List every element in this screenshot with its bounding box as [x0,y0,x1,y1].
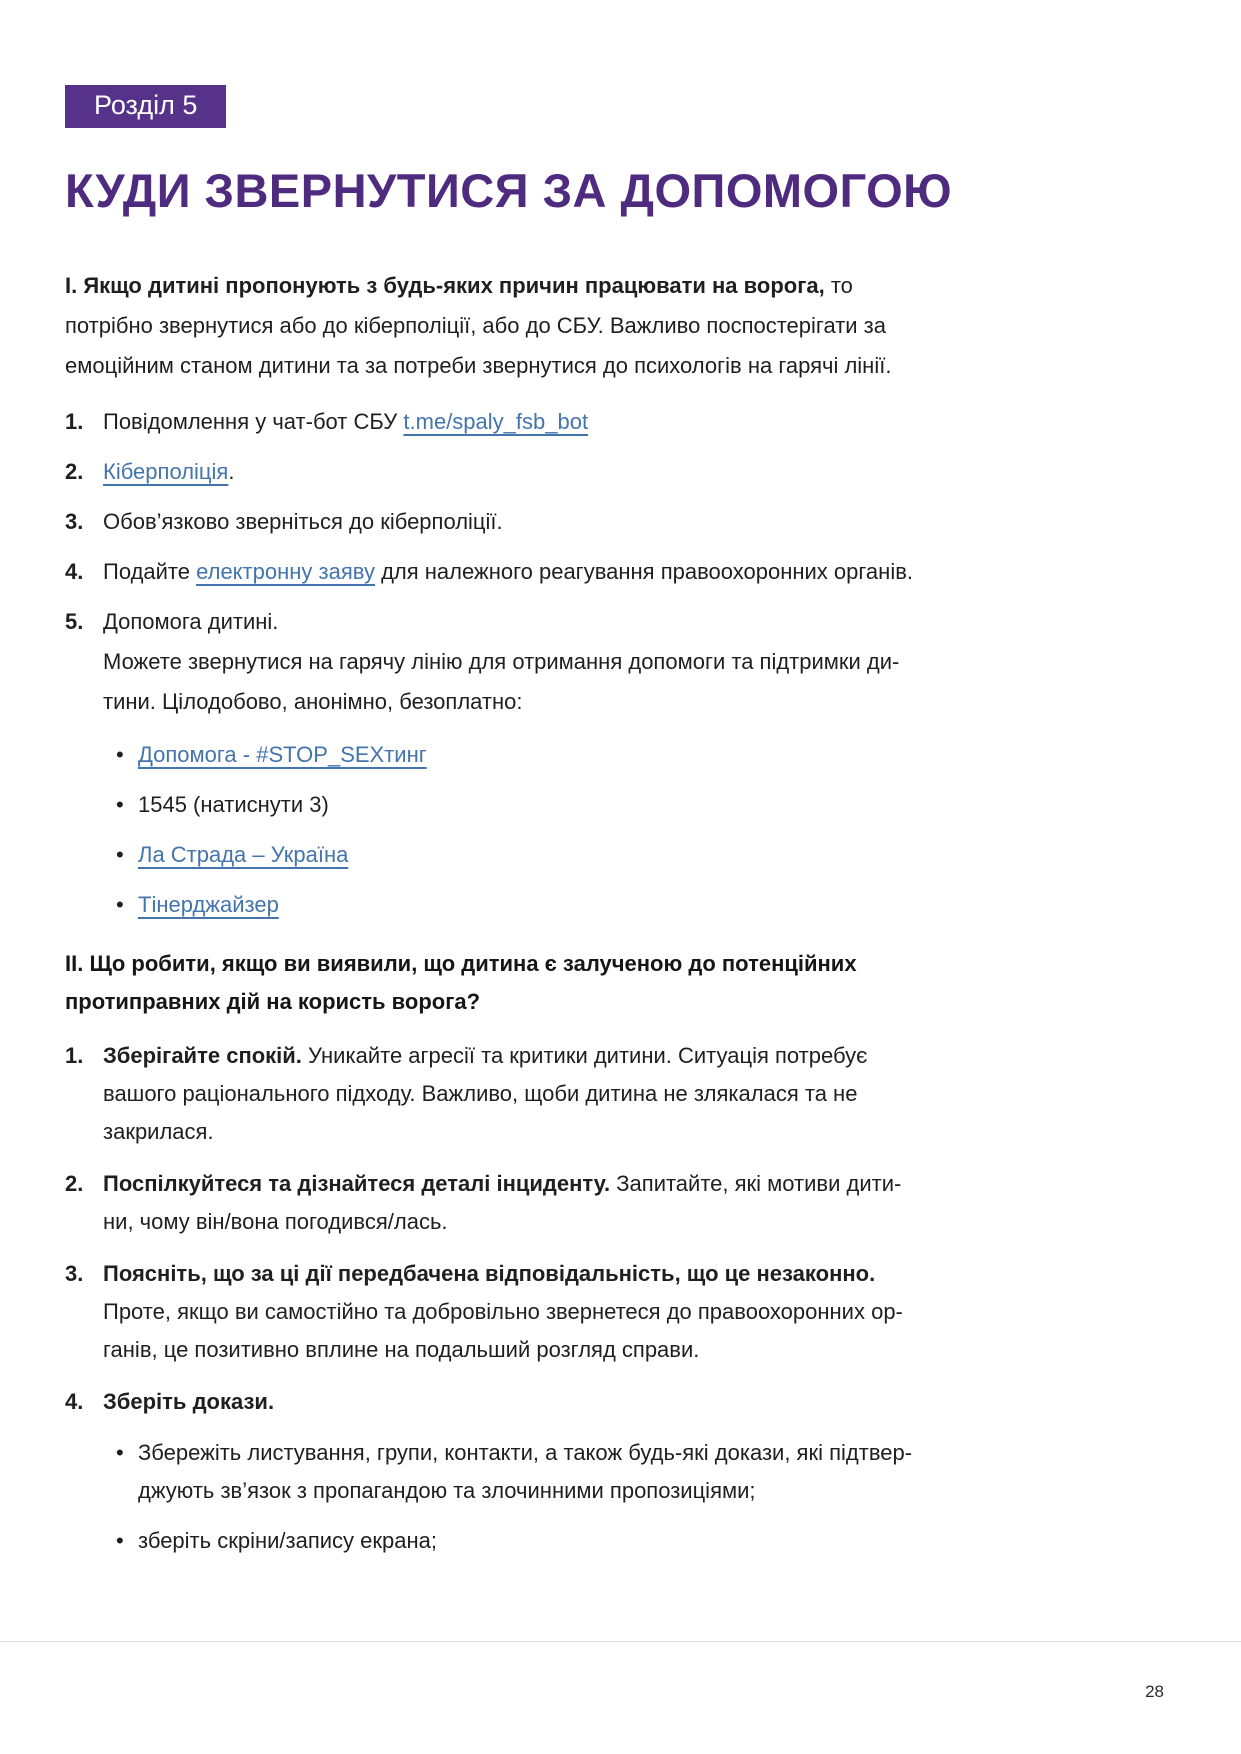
list-item-contact-cyberpolice [65,502,1176,542]
evidence-item [116,1434,1176,1510]
lastrada-link[interactable]: Ла Страда – Україна [138,842,349,867]
evidence-item [116,1522,1176,1560]
item-text: Допомога дитині. [103,609,279,634]
item-body [103,1165,1176,1241]
item-number: 3. [65,509,84,534]
item-text-post: для належного реагування правоохоронних органів. [374,559,914,584]
item-bold-lead: Поясніть, що за ці дії передбачена відповідальність, що це незаконно. [103,1261,876,1286]
evidence-text [138,1522,437,1560]
item-body [103,502,1176,542]
item-body [103,552,1176,592]
item-bold-lead: Зберігайте спокій. [103,1043,302,1068]
intro-rest-text: то [824,273,853,298]
item-number: 4. [65,1389,84,1414]
item-text-post: . [228,459,235,484]
item-line-2: ни, чому він/вона погодився/лась. [103,1209,448,1234]
evidence-line-2: джують зв’язок з пропагандою та злочинними пропозиціями; [138,1478,756,1503]
hotline-item [116,885,1176,925]
item-line-1 [103,1383,1176,1421]
hotline-text [138,835,348,875]
item-number: 3. [65,1261,84,1286]
teenergizer-link[interactable]: Тінерджайзер [138,892,279,917]
item-text-pre: Повідомлення у чат-бот СБУ [103,409,404,434]
item-body [103,402,1176,442]
evidence-line-1: • Збережіть листування, групи, контакти, а також будь-які докази, які підтвер- [138,1440,913,1465]
evidence-line-1: • зберіть скріни/запису екрана; [138,1528,437,1553]
hotline-list [116,735,1176,925]
item-rest-text: Уникайте агресії та критики дитини. Ситуація потребує [301,1043,868,1068]
item-text: Обов’язково зверніться до кіберполіції. [103,509,503,534]
intro-line-1 [65,266,1176,306]
list-item-collect-evidence [65,1383,1176,1572]
item-text [103,459,234,484]
section1-intro [65,266,1176,386]
chapter-badge: Розділ 5 [65,85,226,128]
cyberpolice-link[interactable]: Кіберполіція [103,459,229,484]
page-title: КУДИ ЗВЕРНУТИСЯ ЗА ДОПОМОГОЮ [65,164,953,217]
item-line-1 [103,1165,1176,1203]
hotline-text: • 1545 (натиснути 3) [138,792,329,817]
item-number: 1. [65,409,84,434]
intro-line-2: потрібно звернутися або до кіберполіції, або до СБУ. Важливо поспостерігати за [65,313,887,338]
intro-line-3: емоційним станом дитини та за потреби звернутися до психологів на гарячі лінії. [65,353,892,378]
section2-heading [65,945,1176,1021]
item-bold-lead: Зберіть докази. [103,1389,275,1414]
list-item-talk-details [65,1165,1176,1241]
item-rest-text: Запитайте, які мотиви дити- [610,1171,902,1196]
list-item-explain-liability [65,1255,1176,1369]
item-body [103,602,1176,935]
evidence-list [116,1434,1176,1560]
item-text [103,559,913,584]
hotline-text [138,885,279,925]
item-line-1 [103,1037,1176,1075]
item-number: 5. [65,609,84,634]
list-item-e-statement [65,552,1176,592]
item-number: 1. [65,1043,84,1068]
intro-bold-text: І. Якщо дитині пропонують з будь-яких причин працювати на ворога, [65,273,825,298]
item-line-3: закрилася. [103,1119,214,1144]
item-bold-lead: Поспілкуйтеся та дізнайтеся деталі інциденту. [103,1171,611,1196]
section2-heading-line-1: ІІ. Що робити, якщо ви виявили, що дитина є залученою до потенційних [65,951,857,976]
hotline-item [116,835,1176,875]
item-line-2: Проте, якщо ви самостійно та добровільно звернетеся до правоохоронних ор- [103,1299,903,1324]
section1-list [65,402,1176,935]
item-text-pre: Подайте [103,559,197,584]
evidence-text [138,1434,912,1510]
item-line-1 [103,1255,1176,1293]
e-statement-link[interactable]: електронну заяву [196,559,375,584]
item-body [103,1037,1176,1151]
sbu-chatbot-link[interactable]: t.me/spaly_fsb_bot [403,409,589,434]
item-body [103,1255,1176,1369]
item-number: 2. [65,1171,84,1196]
hotline-item [116,785,1176,825]
item-body [103,452,1176,492]
item-detail-line-2: тини. Цілодобово, анонімно, безоплатно: [103,689,523,714]
item-line-2: вашого раціонального підходу. Важливо, щоби дитина не злякалася та не [103,1081,858,1106]
item-detail-line-1: Можете звернутися на гарячу лінію для отримання допомоги та підтримки ди- [103,649,900,674]
item-number: 2. [65,459,84,484]
item-body [103,1383,1176,1572]
page-number: 28 [1145,1682,1164,1701]
hotline-item [116,735,1176,775]
footer-divider [0,1641,1241,1642]
list-item-report-chatbot [65,402,1176,442]
item-line-3: ганів, це позитивно вплине на подальший розгляд справи. [103,1337,700,1362]
section2-list [65,1037,1176,1572]
list-item-help-child [65,602,1176,935]
list-item-stay-calm [65,1037,1176,1151]
list-item-cyberpolice [65,452,1176,492]
stopsexting-link[interactable]: Допомога - #STOP_SEXтинг [138,742,427,767]
section2-heading-line-2: протиправних дій на користь ворога? [65,989,481,1014]
item-text [103,409,588,434]
item-number: 4. [65,559,84,584]
hotline-text [138,735,427,775]
